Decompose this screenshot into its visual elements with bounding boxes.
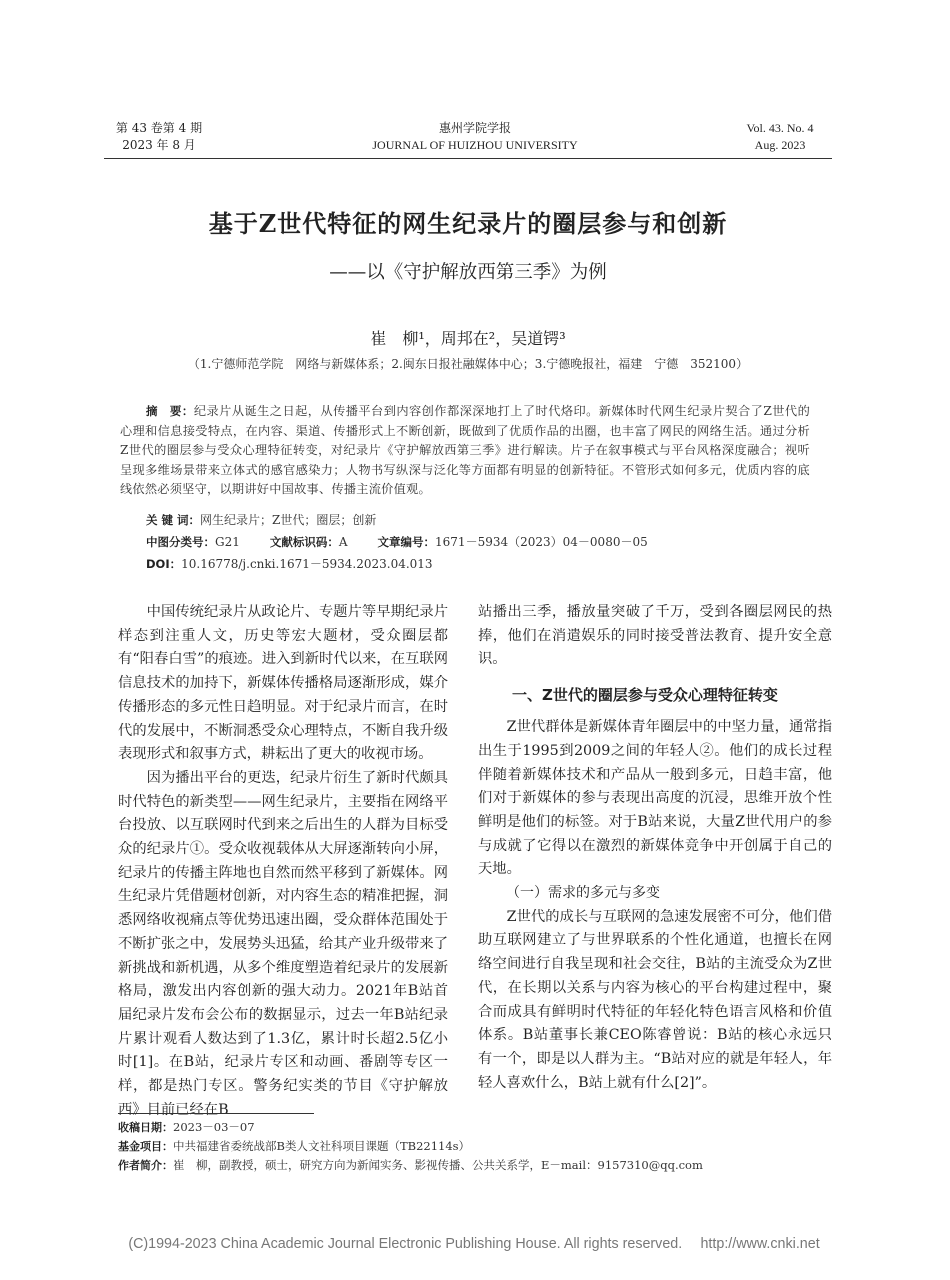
received-label: 收稿日期： (118, 1121, 173, 1134)
header-date: 2023 年 8 月 (122, 138, 196, 152)
article-no-label: 文章编号： (377, 535, 436, 549)
keywords-row (146, 511, 376, 531)
article-no-value: 1671－5934（2023）04－0080－05 (435, 535, 648, 549)
doccode-label: 文献标识码： (269, 535, 339, 549)
body-paragraph: Z世代的成长与互联网的急速发展密不可分，他们借助互联网建立了与世界联系的个性化通道，也擅长在网络空间进行自我呈现和社会交往，B站的主流受众为Z世代，在长期以关系与内容为核心的平台构建过程中，聚合而成具有鲜明时代特征的年轻化特色语言风格和价值体系。B站董事长兼CEO陈睿曾说：B站的核心永远只有一个，即是以人群为主。“B站对应的就是年轻人，年轻人喜欢什么，B站上就有什么[2]”。 (478, 908, 832, 1091)
footnote-received (118, 1118, 255, 1137)
body-paragraph: 因为播出平台的更迭，纪录片衍生了新时代颇具时代特色的新类型——网生纪录片，主要指在网络平台投放、以互联网时代到来之后出生的人群为目标受众的纪录片①。受众收视载体从大屏逐渐转向小屏，纪录片的传播主阵地也自然而然平移到了新媒体。网生纪录片凭借题材创新，对内容生态的精准把握，洞悉网络收视痛点等优势迅速出圈，受众群体范围处于不断扩张之中，发展势头迅猛，给其产业升级带来了新挑战和新机遇，从多个维度塑造着纪录片的发展新格局，激发出内容创新的强大动力。2021年B站首届纪录片发布会公布的数据显示，过去一年B站纪录片累计观看人数达到了1.3亿，累计时长超2.5亿小时[1]。在B站，纪录片专区和动画、番剧等专区一样，都是热门专区。警务纪实类的节目《守护解放西》目前已经在B (118, 769, 448, 1118)
body-paragraph-continued: 站播出三季，播放量突破了千万，受到各圈层网民的热捧，他们在消遣娱乐的同时接受普法教育、提升安全意识。 (478, 604, 832, 668)
clc-value: G21 (215, 535, 240, 549)
keywords-label: 关 键 词： (146, 513, 201, 527)
received-value: 2023－03－07 (173, 1120, 255, 1134)
doi-row (146, 555, 433, 575)
copyright-notice: (C)1994-2023 China Academic Journal Electronic Publishing House. All rights reserved. http://www.cnki.net (128, 1236, 820, 1252)
header-volume-en-line: Vol. 43. No. 4 (746, 121, 814, 135)
article-subtitle: ——以《守护解放西第三季》为例 (329, 262, 607, 283)
doi-label: DOI： (146, 557, 182, 571)
doccode-value: A (338, 535, 348, 549)
body-paragraph: Z世代群体是新媒体青年圈层中的中坚力量，通常指出生于1995到2009之间的年轻人②。他们的成长过程伴随着新媒体技术和产品从一般到多元，日趋丰富，他们对于新媒体的参与表现出高度的沉浸，思维开放个性鲜明是他们的标签。对于B站来说，大量Z世代用户的参与成就了它得以在激烈的新媒体竞争中开创属于自己的天地。 (478, 719, 832, 878)
body-left-column (118, 601, 448, 1122)
header-volume: 第 43 卷第 4 期 (115, 121, 203, 135)
abstract-text: 纪录片从诞生之日起，从传播平台到内容创作都深深地打上了时代烙印。新媒体时代网生纪录片契合了Z世代的心理和信息接受特点，在内容、渠道、传播形式上不断创新，既做到了优质作品的出圈，也丰富了网民的网络生活。通过分析Z世代的圈层参与受众心理特征转变，对纪录片《守护解放西第三季》进行解读。片子在叙事模式与平台风格深度融合；视听呈现多维场景带来立体式的感官感染力；人物书写纵深与泛化等方面都有明显的创新特征。不管形式如何多元，优质内容的底线依然必须坚守，以期讲好中国故事、传播主流价值观。 (120, 404, 811, 496)
classification-row (146, 533, 648, 553)
author-affiliations: （1.宁德师范学院 网络与新媒体系；2.闽东日报社融媒体中心；3.宁德晚报社，福建 宁德 352100） (187, 357, 749, 371)
body-right-column (478, 601, 832, 1095)
header-journal-cn: 惠州学院学报 (438, 121, 511, 135)
abstract (120, 402, 810, 500)
footnote-rule (118, 1113, 314, 1114)
header-journal-en: JOURNAL OF HUIZHOU UNIVERSITY (372, 138, 578, 152)
doi-value: 10.16778/j.cnki.1671－5934.2023.04.013 (181, 557, 433, 571)
footnote-fund (118, 1137, 470, 1156)
section-heading: 一、Z世代的圈层参与受众心理特征转变 (512, 686, 778, 705)
article-title: 基于Z世代特征的网生纪录片的圈层参与和创新 (208, 209, 728, 238)
header-date-en: Aug. 2023 (754, 138, 806, 152)
article-authors: 崔 柳¹，周邦在²，吴道锷³ (370, 329, 566, 348)
header-volume-issue (104, 120, 214, 154)
body-paragraph: 中国传统纪录片从政论片、专题片等早期纪录片样态到注重人文，历史等宏大题材，受众圈层都有“阳春白雪”的痕迹。进入到新时代以来，在互联网信息技术的加持下，新媒体传播格局逐渐形成，媒介传播形态的多元性日趋明显。对于纪录片而言，在时代的发展中，不断洞悉受众心理特点，不断自我升级表现形式和叙事方式，耕耘出了更大的收视市场。 (118, 604, 448, 763)
header-journal (300, 120, 650, 154)
bio-label: 作者简介： (118, 1159, 173, 1172)
footnote-author-bio (118, 1156, 703, 1175)
clc-label: 中图分类号： (146, 535, 215, 549)
header-volume-en (730, 120, 830, 154)
keywords-text: 网生纪录片；Z世代；圈层；创新 (200, 513, 377, 527)
header-rule (104, 158, 832, 159)
bio-value: 崔 柳，副教授，硕士，研究方向为新闻实务、影视传播、公共关系学，E－mail：9157310@qq.com (173, 1158, 703, 1172)
abstract-label: 摘 要： (146, 404, 194, 418)
subsection-heading: （一）需求的多元与多变 (506, 885, 660, 902)
fund-label: 基金项目： (118, 1140, 173, 1153)
fund-value: 中共福建省委统战部B类人文社科项目课题（TB22114s） (173, 1139, 471, 1153)
